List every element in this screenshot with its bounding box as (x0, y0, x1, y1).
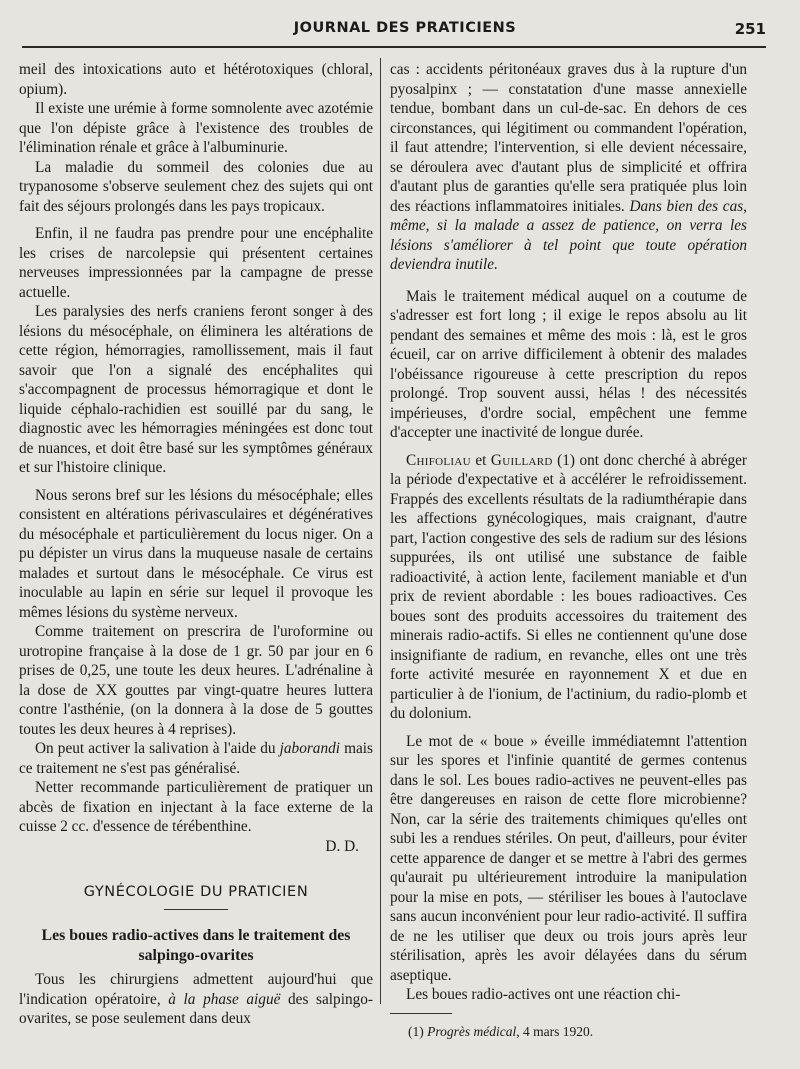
paragraph (19, 970, 373, 1029)
section-rule (164, 909, 228, 910)
left-column (19, 60, 373, 1029)
spacer (390, 275, 747, 287)
footnote-source: Progrès médical (427, 1023, 517, 1039)
journal-title: JOURNAL DES PRATICIENS (293, 20, 517, 36)
text: (1) ont donc cherché à abréger la période d'expectative et à accélérer le refroidissement. Frappés des excellents résultats de la radiumthérapie dans les affections gynécologiques, mais craignant, d'autre part, l'action congestive des sels de radium sur des lésions suppurées, ils ont utilisé une substance de faible radioactivité, à action lente, facilement maniable et d'un prix de revient abordable : les boues radioactives. Ces boues sont des produits accessoires du traitement des minerais radio-actifs. Si elles ne contiennent qu'une dose insignifiante de radium, en revanche, elles ont une très forte activité mesurée en rayonnement X et due en particulier à de l'ionium, de l'actinium, du radio-plomb et du dolonium. (390, 451, 747, 722)
italic-text: Dans bien des cas, même, si la malade a assez de patience, on verra les lésions s'améliorer à tel point que toute opération deviendra inutile. (390, 197, 747, 273)
footnote (390, 1022, 747, 1042)
text: On peut activer la salivation à l'aide du (35, 740, 280, 757)
footnote-number: (1) (408, 1023, 428, 1039)
text: des salpingo-ovarites, se pose seulement dans deux (19, 990, 373, 1027)
author-name: Chifoliau (406, 451, 471, 469)
paragraph (390, 451, 747, 724)
spacer (19, 216, 373, 224)
page-header (20, 14, 790, 44)
footnote-date: , 4 mars 1920. (516, 1023, 594, 1039)
paragraph: Enfin, il ne faudra pas prendre pour une encéphalite les crises de narcolepsie qui présentent certaines nerveuses impressionnées par la campagne de presse actuelle. (19, 225, 373, 301)
paragraph: Les paralysies des nerfs craniens feront songer à des lésions du mésocéphale, on éliminera les altérations de cette région, hémorragies, ramollissement, mais il faut savoir que l'on a signalé des encéphalites qui s'accompagnent de processus hémorragique et dont le liquide céphalo-rachidien est souillé par du sang, le diagnostic avec les hémorragies méningées est donc tout de nuances, et doit être basé sur les symptômes généraux et sur l'histoire clinique. (19, 303, 373, 476)
paragraph: Nous serons bref sur les lésions du mésocéphale; elles consistent en altérations périvasculaires et dégénératives du mésocéphale et particulièrement du locus niger. On a pu dépister un virus dans la muqueuse nasale de certains malades et surtout dans le mésocéphale. Ce virus est inoculable au lapin en série sur lequel il provoque les mêmes lésions du système nerveux. (19, 486, 373, 621)
footnote-rule (390, 1013, 452, 1014)
paragraph: Netter recommande particulièrement de pratiquer un abcès de fixation en injectant à la face externe de la cuisse 2 cc. d'essence de térébenthine. (19, 779, 373, 835)
text: mais ce traitement ne s'est pas généralisé. (19, 740, 374, 777)
section-title: GYNÉCOLOGIE DU PRATICIEN (83, 884, 309, 900)
text: Tous les chirurgiens admettent aujourd'hui que l'indication opératoire, (19, 971, 373, 1008)
paragraph (390, 60, 747, 275)
paragraph (19, 739, 373, 778)
article-title: Les boues radio-actives dans le traitement des salpingo-ovarites (41, 927, 351, 964)
paragraph: Les boues radio-actives ont une réaction chi- (406, 986, 681, 1003)
text: et (470, 451, 491, 469)
right-column (390, 60, 747, 1041)
page-number: 251 (734, 20, 766, 38)
spacer (19, 478, 373, 486)
author-signature: D. D. (325, 837, 359, 855)
italic-text: à la phase aiguë (168, 990, 281, 1008)
paragraph: meil des intoxications auto et hétérotoxiques (chloral, opium). (19, 61, 373, 98)
column-divider (380, 58, 381, 1004)
spacer (390, 724, 747, 732)
author-name: Guillard (490, 451, 553, 469)
paragraph: Mais le traitement médical auquel on a coutume de s'adresser est fort long ; il exige le repos absolu au lit pendant des semaines et même des mois : là, est le gros écueil, car on arrive difficilement à obtenir des malades l'obéissance rigoureuse à cette prescription du repos prolongé. Trop souvent aussi, hélas ! des nécessités impérieuses, d'ordre social, empêchent une femme d'accepter une inactivité de longue durée. (390, 287, 747, 441)
italic-text: jaborandi (279, 740, 340, 757)
header-rule (22, 46, 766, 48)
paragraph: Le mot de « boue » éveille immédiatemnt l'attention sur les spores et l'infinie quantité de germes contenus dans le sol. Les boues radio-actives ne peuvent-elles pas être dangereuses en raison de cette flore microbienne? Non, car la série des traitements chimiques qu'elles ont subi les a rendues stériles. On peut, d'ailleurs, pour éviter cette apparence de danger et se mettre à l'abri des germes qu'aurait pu ultérieurement introduire la manipulation pour la mise en pots, — stériliser les boues à l'autoclave sans aucun inconvénient pour leur radio-activité. Il suffira de ne les utiliser que deux ou trois jours après leur stérilisation, après les avoir délayées dans du sérum aseptique. (390, 732, 747, 984)
paragraph: Comme traitement on prescrira de l'uroformine ou urotropine française à la dose de 1 gr. 50 par jour en 6 prises de 0,25, une toute les deux heures. L'adrénaline à la dose de XX gouttes par vingt-quatre heures luttera contre l'asthénie, (on la donnera à la dose de 5 gouttes toutes les deux heures à 4 reprises). (19, 623, 373, 738)
spacer (390, 443, 747, 451)
paragraph: Il existe une urémie à forme somnolente avec azotémie que l'on dépiste grâce à l'existence des troubles de l'élimination rénale et grâce à l'albuminurie. (19, 100, 373, 156)
text: cas : accidents péritonéaux graves dus à la rupture d'un pyosalpinx ; — constatation d'une masse annexielle tendue, bombant dans un cul-de-sac. En dehors de ces circonstances, qui légitiment ou commandent l'opération, il faut attendre; l'intervention, si elle devient nécessaire, se déroulera avec d'autant plus de simplicité et offrira d'autant plus de garanties qu'elle sera pratiquée plus loin des réactions inflammatoires initiales. (390, 61, 747, 215)
paragraph: La maladie du sommeil des colonies due au trypanosome s'observe seulement chez des sujets qui ont fait des séjours prolongés dans les pays tropicaux. (19, 158, 373, 215)
